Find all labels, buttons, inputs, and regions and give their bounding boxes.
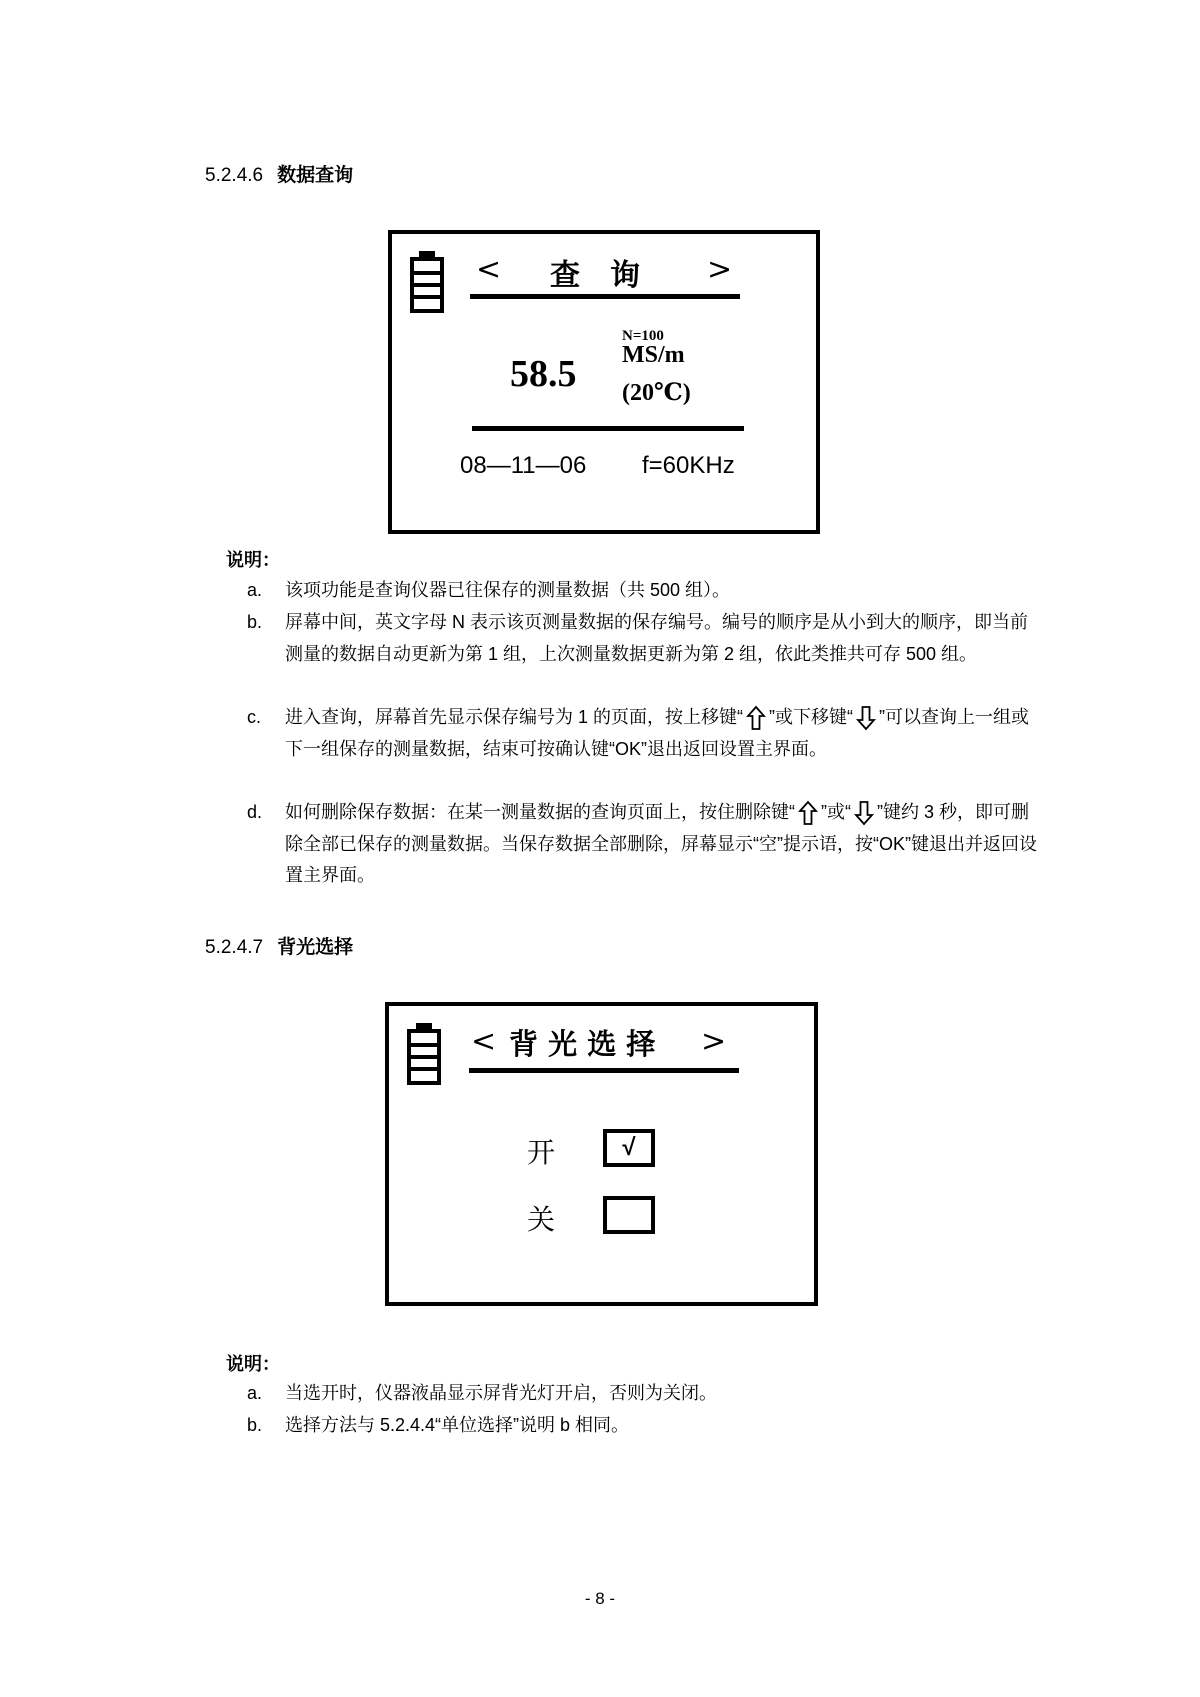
note-text: 当选开时，仪器液晶显示屏背光灯开启，否则为关闭。 <box>285 1383 717 1403</box>
notes-label: 说明： <box>226 550 280 571</box>
note-item-b <box>247 607 1037 670</box>
nav-left-chevron: < <box>471 1024 497 1059</box>
note-item-c <box>247 702 1037 765</box>
section-number: 5.2.4.6 <box>205 165 264 186</box>
section-title: 数据查询 <box>277 165 354 186</box>
page-number: - 8 - <box>584 1589 616 1608</box>
battery-full-icon <box>410 251 444 313</box>
notes-label: 说明： <box>226 1354 280 1375</box>
record-number: N=100 <box>622 328 664 344</box>
option-off-checkbox[interactable] <box>603 1196 655 1234</box>
note-marker: a. <box>247 1383 263 1403</box>
note-text: 屏幕中间，英文字母 N 表示该页测量数据的保存编号。编号的顺序是从小到大的顺序，即当前测量的数据自动更新为第 1 组，上次测量数据更新为第 2 组，依此类推共可存 500 组。 <box>285 612 1028 664</box>
footer-divider <box>472 426 744 431</box>
note-marker: b. <box>247 612 263 632</box>
lcd-query-screen <box>388 230 820 534</box>
nav-right-chevron: > <box>701 1024 727 1059</box>
note-text: 进入查询，屏幕首先显示保存编号为 1 的页面，按上移键“ ”或下移键“ ”可以查询上一组或下一组保存的测量数据，结束可按确认键“OK”退出返回设置主界面。 <box>285 707 1030 759</box>
lcd-backlight-screen <box>385 1002 818 1306</box>
header-divider <box>470 294 740 299</box>
down-arrow-key-icon <box>854 800 874 826</box>
battery-full-icon <box>407 1023 441 1085</box>
section-heading-backlight <box>205 932 353 959</box>
up-arrow-key-icon <box>746 705 766 731</box>
note-item-a <box>247 575 1037 607</box>
nav-right-chevron: > <box>707 252 733 287</box>
note-marker: d. <box>247 802 263 822</box>
down-arrow-key-icon <box>856 705 876 731</box>
note-text: 选择方法与 5.2.4.4“单位选择”说明 b 相同。 <box>285 1415 630 1435</box>
record-date: 08—11—06 <box>460 452 587 479</box>
option-on-checkbox[interactable]: √ <box>603 1129 655 1167</box>
option-on-label: 开 <box>527 1136 556 1169</box>
lcd-title: 背 光 选 择 <box>509 1027 656 1061</box>
up-arrow-key-icon <box>798 800 818 826</box>
section-number: 5.2.4.7 <box>205 937 264 958</box>
lcd-title: 查 询 <box>550 258 640 293</box>
note-text: 如何删除保存数据：在某一测量数据的查询页面上，按住删除键“ ”或“ ”键约 3 秒，即可删除全部已保存的测量数据。当保存数据全部删除，屏幕显示“空”提示语，按“OK”键退出并返回设置主界面。 <box>285 802 1037 886</box>
section-heading-data-query <box>205 160 353 187</box>
frequency: f=60KHz <box>642 452 735 479</box>
note-text: 该项功能是查询仪器已往保存的测量数据（共 500 组）。 <box>285 580 731 600</box>
note-marker: c. <box>247 707 262 727</box>
measurement-value: 58.5 <box>510 353 577 395</box>
option-off-label: 关 <box>527 1203 556 1236</box>
nav-left-chevron: < <box>476 252 502 287</box>
note-item-d <box>247 797 1037 892</box>
measurement-unit: MS/m <box>622 342 685 368</box>
note-item-a <box>247 1378 1037 1410</box>
measurement-temperature: (20℃) <box>622 380 691 406</box>
note-marker: a. <box>247 580 263 600</box>
section-title: 背光选择 <box>277 937 354 958</box>
header-divider <box>469 1068 739 1073</box>
note-item-b <box>247 1410 1037 1442</box>
note-marker: b. <box>247 1415 263 1435</box>
